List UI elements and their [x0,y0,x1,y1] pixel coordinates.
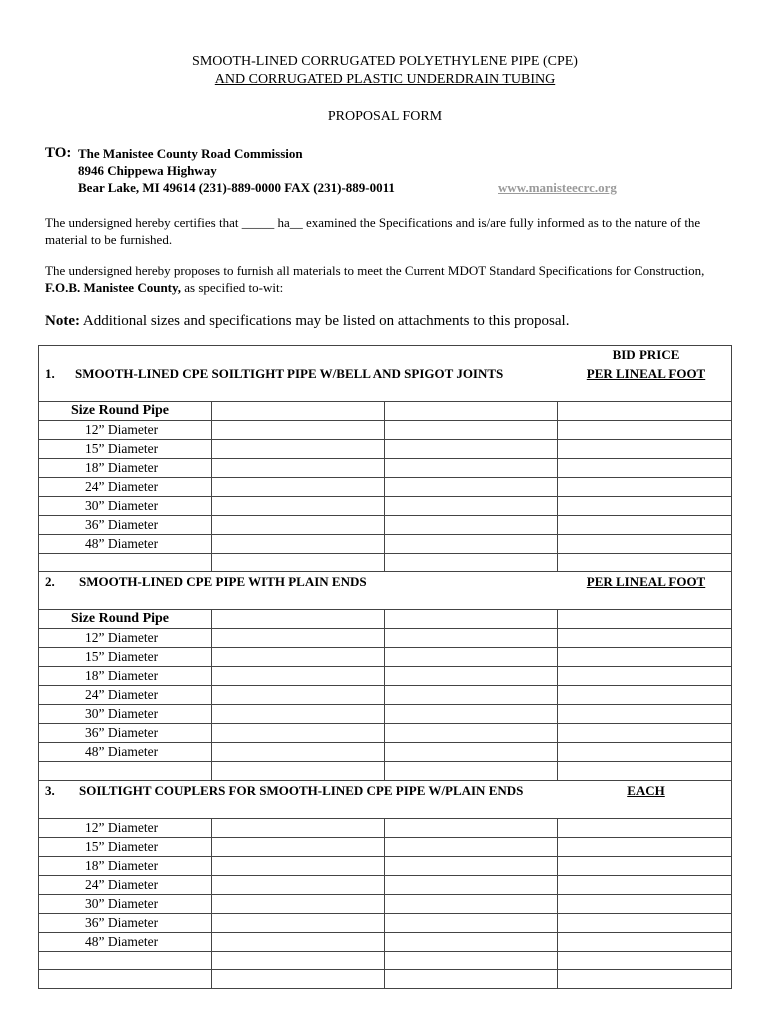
certification-paragraph: The undersigned hereby certifies that _____ ha__ examined the Specifications and is/are fully informed as to the nature of the material to be furnished. [45,215,701,247]
size-row [39,970,732,988]
proposal-text-2: as specified to-wit: [181,280,284,295]
bid-price-cell[interactable] [558,459,732,478]
section-number: 3. [45,782,55,798]
bid-price-cell[interactable] [558,667,732,686]
size-label-cell [39,459,212,478]
entry-cell[interactable] [212,705,385,724]
diameter-label: 30” Diameter [85,895,159,911]
proposal-paragraph [45,262,735,296]
entry-cell[interactable] [385,743,558,762]
size-label-cell [39,610,212,629]
size-row [39,667,732,686]
entry-cell[interactable] [385,913,558,932]
section-header-row [39,780,732,818]
section-header [39,780,732,818]
entry-cell[interactable] [212,970,385,988]
size-row [39,932,732,951]
size-label-cell [39,554,212,572]
title-line-2: AND CORRUGATED PLASTIC UNDERDRAIN TUBING [214,72,556,87]
note-text: Additional sizes and specifications may be listed on attachments to this proposal. [79,313,570,329]
size-label-cell [39,762,212,780]
entry-cell[interactable] [212,648,385,667]
entry-cell[interactable] [212,743,385,762]
entry-cell[interactable] [385,629,558,648]
diameter-label: 18” Diameter [85,668,159,684]
diameter-label: 36” Diameter [85,725,159,741]
size-row [39,610,732,629]
entry-cell[interactable] [385,818,558,837]
size-label-cell [39,516,212,535]
diameter-label: 18” Diameter [85,857,159,873]
size-label-cell [39,856,212,875]
entry-cell[interactable] [385,724,558,743]
size-label-cell [39,629,212,648]
diameter-label: 12” Diameter [85,422,159,437]
diameter-label: 15” Diameter [85,649,159,665]
size-row [39,743,732,762]
entry-cell[interactable] [212,610,385,629]
size-row [39,837,732,856]
entry-cell[interactable] [385,894,558,913]
diameter-label: 12” Diameter [85,819,159,835]
bid-price-cell[interactable] [558,402,732,421]
diameter-label: 24” Diameter [85,479,159,494]
bid-price-cell[interactable] [558,837,732,856]
bid-price-cell[interactable] [558,970,732,988]
diameter-label: 48” Diameter [85,536,159,551]
size-label-cell [39,648,212,667]
bid-price-cell[interactable] [558,648,732,667]
size-row [39,724,732,743]
address-line-1: The Manistee County Road Commission [78,146,303,161]
bid-price-cell[interactable] [558,516,732,535]
entry-cell[interactable] [212,932,385,951]
diameter-label: 48” Diameter [85,933,159,949]
bid-price-cell[interactable] [558,686,732,705]
size-row [39,402,732,421]
price-unit-heading: PER LINEAL FOOT [586,574,706,590]
bid-price-cell[interactable] [558,478,732,497]
diameter-label: 15” Diameter [85,441,159,456]
section-number: 2. [45,574,55,590]
entry-cell[interactable] [212,478,385,497]
diameter-label: 36” Diameter [85,517,159,532]
entry-cell[interactable] [212,856,385,875]
size-heading: Size Round Pipe [71,403,170,418]
size-label-cell [39,894,212,913]
section-header-content [39,346,731,401]
entry-cell[interactable] [212,402,385,421]
entry-cell[interactable] [385,875,558,894]
size-label-cell [39,932,212,951]
size-row [39,856,732,875]
entry-cell[interactable] [385,440,558,459]
entry-cell[interactable] [385,459,558,478]
section-header-row [39,346,732,402]
address-line-2: 8946 Chippewa Highway [78,163,217,178]
entry-cell[interactable] [385,610,558,629]
entry-cell[interactable] [212,818,385,837]
section-header-content [39,781,731,818]
entry-cell[interactable] [385,535,558,554]
entry-cell[interactable] [212,951,385,969]
form-title: PROPOSAL FORM [327,109,443,124]
bid-table [38,345,732,989]
diameter-label: 12” Diameter [85,630,159,646]
size-label-cell [39,667,212,686]
bid-price-cell[interactable] [558,554,732,572]
entry-cell[interactable] [212,440,385,459]
size-label-cell [39,535,212,554]
size-row [39,875,732,894]
entry-cell[interactable] [385,667,558,686]
bid-price-cell[interactable] [558,856,732,875]
diameter-label: 18” Diameter [85,460,159,475]
diameter-label: 36” Diameter [85,914,159,930]
bid-price-cell[interactable] [558,932,732,951]
entry-cell[interactable] [212,535,385,554]
price-unit-heading: PER LINEAL FOOT [586,366,706,381]
section-title: SMOOTH-LINED CPE SOILTIGHT PIPE W/BELL AND SPIGOT JOINTS [75,366,504,381]
entry-cell[interactable] [385,837,558,856]
size-row [39,951,732,969]
entry-cell[interactable] [385,686,558,705]
entry-cell[interactable] [212,516,385,535]
size-row [39,913,732,932]
size-label-cell [39,421,212,440]
entry-cell[interactable] [212,554,385,572]
diameter-label: 48” Diameter [85,744,159,760]
entry-cell[interactable] [385,648,558,667]
entry-cell[interactable] [385,421,558,440]
bid-price-cell[interactable] [558,818,732,837]
bid-price-cell[interactable] [558,610,732,629]
section-title: SOILTIGHT COUPLERS FOR SMOOTH-LINED CPE PIPE W/PLAIN ENDS [79,782,524,798]
size-row [39,554,732,572]
size-row [39,478,732,497]
size-label-cell [39,818,212,837]
note [45,313,569,330]
website-link[interactable]: www.manisteecrc.org [498,180,617,195]
section-header-content [39,572,731,609]
fob-text: F.O.B. Manistee County, [45,280,182,295]
entry-cell[interactable] [212,913,385,932]
section-header-row [39,572,732,610]
diameter-label: 30” Diameter [85,498,159,513]
price-unit-heading: EACH [627,782,665,798]
proposal-text-1: The undersigned hereby proposes to furnish all materials to meet the Current MDOT Standard Specifications for Construction, [45,263,705,278]
size-label-cell [39,743,212,762]
entry-cell[interactable] [212,875,385,894]
entry-cell[interactable] [385,402,558,421]
entry-cell[interactable] [212,837,385,856]
bid-price-cell[interactable] [558,535,732,554]
size-label-cell [39,478,212,497]
bid-price-cell[interactable] [558,440,732,459]
size-label-cell [39,705,212,724]
entry-cell[interactable] [385,497,558,516]
section-header [39,346,732,402]
size-row [39,818,732,837]
entry-cell[interactable] [385,478,558,497]
entry-cell[interactable] [212,629,385,648]
section-header [39,572,732,610]
size-row [39,648,732,667]
entry-cell[interactable] [212,667,385,686]
size-label-cell [39,970,212,988]
bid-price-cell[interactable] [558,762,732,780]
size-row [39,516,732,535]
size-label-cell [39,951,212,969]
entry-cell[interactable] [385,762,558,780]
diameter-label: 24” Diameter [85,687,159,703]
bid-price-cell[interactable] [558,421,732,440]
section-title: SMOOTH-LINED CPE PIPE WITH PLAIN ENDS [79,574,367,590]
bid-price-cell[interactable] [558,913,732,932]
entry-cell[interactable] [385,970,558,988]
size-label-cell [39,875,212,894]
size-row [39,705,732,724]
size-row [39,440,732,459]
size-heading: Size Round Pipe [71,611,170,627]
size-row [39,421,732,440]
entry-cell[interactable] [212,686,385,705]
entry-cell[interactable] [212,724,385,743]
size-row [39,629,732,648]
to-label: TO: [45,145,72,161]
diameter-label: 24” Diameter [85,876,159,892]
size-row [39,762,732,780]
address-line-3: Bear Lake, MI 49614 (231)-889-0000 FAX (231)-889-0011 [78,180,395,195]
bid-price-heading: BID PRICE [612,347,680,362]
bid-price-cell[interactable] [558,497,732,516]
entry-cell[interactable] [385,554,558,572]
section-number: 1. [45,366,55,381]
size-label-cell [39,497,212,516]
bid-price-cell[interactable] [558,629,732,648]
entry-cell[interactable] [212,762,385,780]
entry-cell[interactable] [385,856,558,875]
size-row [39,535,732,554]
size-row [39,459,732,478]
bid-price-cell[interactable] [558,951,732,969]
entry-cell[interactable] [385,705,558,724]
bid-price-cell[interactable] [558,705,732,724]
entry-cell[interactable] [212,497,385,516]
title-line-1: SMOOTH-LINED CORRUGATED POLYETHYLENE PIPE (CPE) [192,54,578,69]
size-row [39,686,732,705]
note-label: Note: [45,313,80,329]
entry-cell[interactable] [212,421,385,440]
size-label-cell [39,837,212,856]
bid-price-cell[interactable] [558,894,732,913]
diameter-label: 15” Diameter [85,838,159,854]
size-label-cell [39,724,212,743]
size-label-cell [39,402,212,421]
bid-price-cell[interactable] [558,743,732,762]
entry-cell[interactable] [212,459,385,478]
bid-price-cell[interactable] [558,875,732,894]
size-label-cell [39,440,212,459]
size-row [39,497,732,516]
entry-cell[interactable] [385,932,558,951]
diameter-label: 30” Diameter [85,706,159,722]
entry-cell[interactable] [385,516,558,535]
size-row [39,894,732,913]
bid-price-cell[interactable] [558,724,732,743]
entry-cell[interactable] [385,951,558,969]
size-label-cell [39,686,212,705]
entry-cell[interactable] [212,894,385,913]
size-label-cell [39,913,212,932]
